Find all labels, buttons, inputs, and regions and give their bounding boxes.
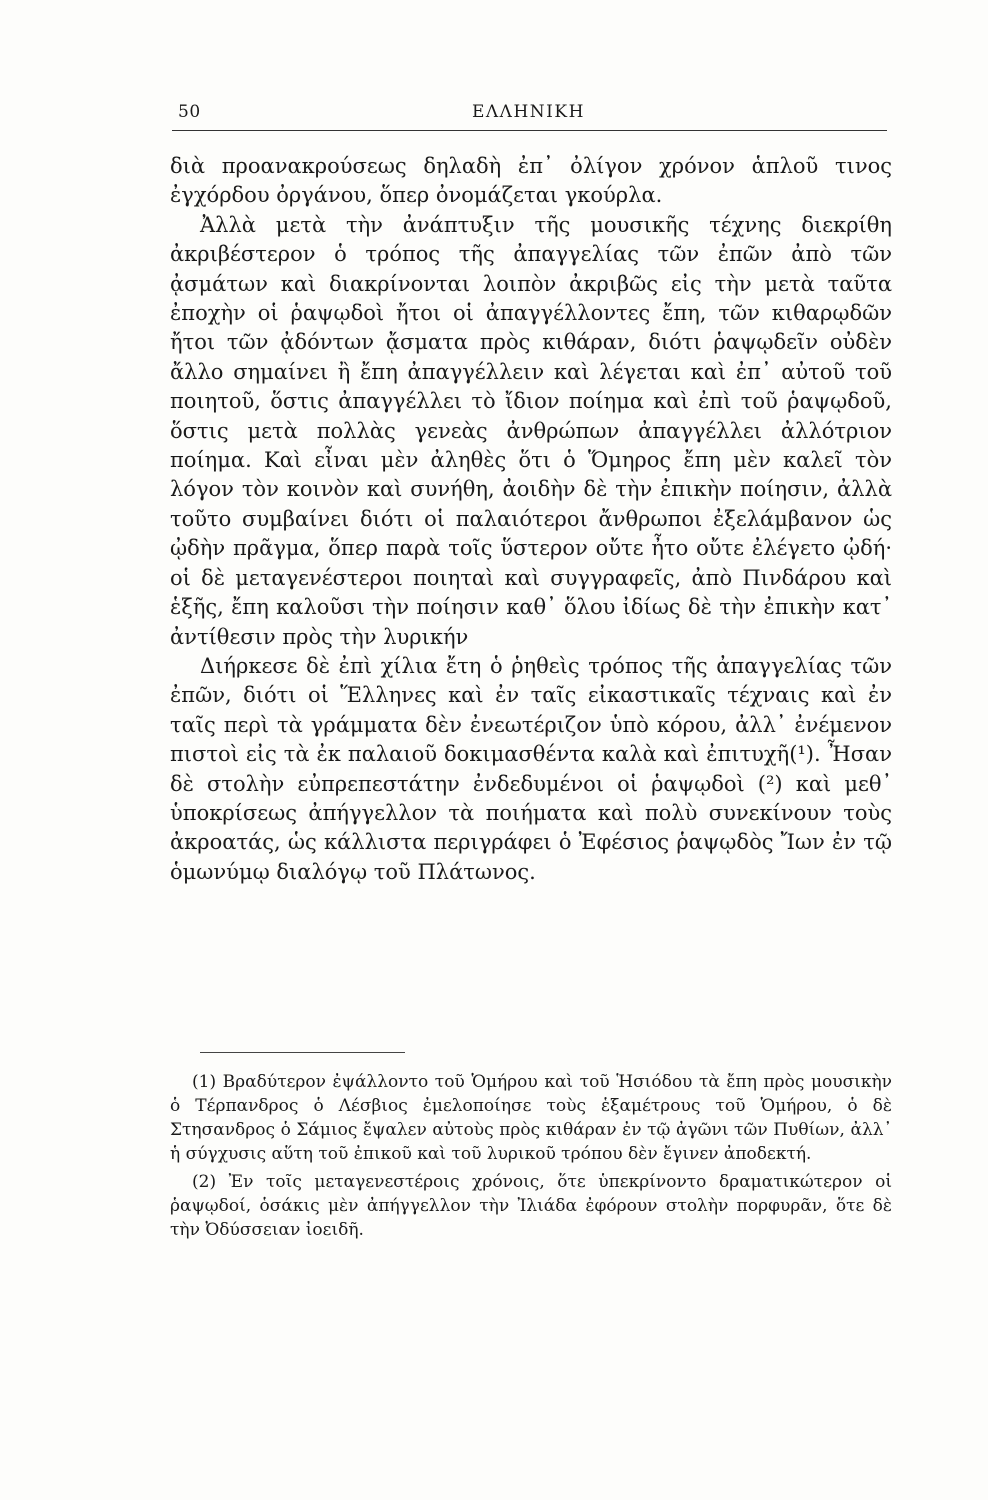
footnote-rule [200,1052,405,1053]
paragraph: Διήρκεσε δὲ ἐπὶ χίλια ἔτη ὁ ῥηθεὶς τρόπος τῆς ἀπαγγελίας τῶν ἐπῶν, διότι οἱ Ἕλληνες καὶ ἐν ταῖς εἰκαστικαῖς τέχναις καὶ ἐν ταῖς περὶ τὰ γράμματα δὲν ἐνεωτέριζον ὑπὸ κόρου, ἀλλ᾽ ἐνέμενον πιστοὶ εἰς τὰ ἐκ παλαιοῦ δοκιμασθέντα καλὰ καὶ ἐπιτυχῆ(¹). Ἦσαν δὲ στολὴν εὐπρεπεστάτην ἐνδεδυμένοι οἱ ῥαψῳδοὶ (²) καὶ μεθ᾽ ὑποκρίσεως ἀπήγγελλον τὰ ποιήματα καὶ πολὺ συνεκίνουν τοὺς ἀκροατάς, ὡς κάλλιστα περιγράφει ὁ Ἐφέσιος ῥαψῳδὸς Ἴων ἐν τῷ ὁμωνύμῳ διαλόγῳ τοῦ Πλάτωνος. [170,653,892,884]
running-title: ΕΛΛΗΝΙΚΗ [472,102,585,122]
page-number: 50 [178,102,201,122]
footnote: (1) Βραδύτερον ἐψάλλοντο τοῦ Ὁμήρου καὶ τοῦ Ἡσιόδου τὰ ἔπη πρὸς μουσικὴν ὁ Τέρπανδρος ὁ Λέσβιος ἐμελοποίησε τοὺς ἑξαμέτρους τοῦ Ὁμήρου, ὁ δὲ Στησανδρος ὁ Σάμιος ἔψαλεν αὐτοὺς πρὸς κιθάραν ἐν τῷ ἀγῶνι τῶν Πυθίων, ἀλλ᾽ ἡ σύγχυσις αὕτη τοῦ ἐπικοῦ καὶ τοῦ λυρικοῦ τρόπου δὲν ἔγινεν ἀποδεκτή. [170,1072,892,1164]
header-rule [172,130,887,131]
footnote: (2) Ἐν τοῖς μεταγενεστέροις χρόνοις, ὅτε ὑπεκρίνοντο δραματικώτερον οἱ ῥαψῳδοί, ὁσάκις μὲν ἀπήγγελλον τὴν Ἰλιάδα ἐφόρουν στολὴν πορφυρᾶν, ὅτε δὲ τὴν Ὀδύσσειαν ἰοειδῆ. [170,1172,892,1240]
footnotes [170,1070,892,1246]
paragraph: Ἀλλὰ μετὰ τὴν ἀνάπτυξιν τῆς μουσικῆς τέχνης διεκρίθη ἀκριβέστερον ὁ τρόπος τῆς ἀπαγγελίας τῶν ἐπῶν ἀπὸ τῶν ᾀσμάτων καὶ διακρίνονται λοιπὸν ἀκριβῶς εἰς τὴν μετὰ ταῦτα ἐποχὴν οἱ ῥαψῳδοὶ ἤτοι οἱ ἀπαγγέλλοντες ἔπη, τῶν κιθαρῳδῶν ἤτοι τῶν ᾀδόντων ᾄσματα πρὸς κιθάραν, διότι ῥαψῳδεῖν οὐδὲν ἄλλο σημαίνει ἢ ἔπη ἀπαγγέλλειν καὶ λέγεται καὶ ἐπ᾽ αὐτοῦ τοῦ ποιητοῦ, ὅστις ἀπαγγέλλει τὸ ἴδιον ποίημα καὶ ἐπὶ τοῦ ῥαψῳδοῦ, ὅστις μετὰ πολλὰς γενεὰς ἀνθρώπων ἀπαγγέλλει ἀλλότριον ποίημα. Καὶ εἶναι μὲν ἀληθὲς ὅτι ὁ Ὅμηρος ἔπη μὲν καλεῖ τὸν λόγον τὸν κοινὸν καὶ συνήθη, ἀοιδὴν δὲ τὴν ἐπικὴν ποίησιν, ἀλλὰ τοῦτο συμβαίνει διότι οἱ παλαιότεροι ἄνθρωποι ἐξελάμβανον ὡς ᾠδὴν πρᾶγμα, ὅπερ παρὰ τοῖς ὕστερον οὔτε ἦτο οὔτε ἐλέγετο ᾠδή· οἱ δὲ μεταγενέστεροι ποιηταὶ καὶ συγγραφεῖς, ἀπὸ Πινδάρου καὶ ἑξῆς, ἔπη καλοῦσι τὴν ποίησιν καθ᾽ ὅλου ἰδίως δὲ τὴν ἐπικὴν κατ᾽ ἀντίθεσιν πρὸς τὴν λυρικήν [170,212,892,649]
body-text [170,152,892,887]
page-header [172,98,892,134]
paragraph: διὰ προανακρούσεως δηλαδὴ ἐπ᾽ ὀλίγον χρόνον ἁπλοῦ τινος ἐγχόρδου ὀργάνου, ὅπερ ὀνομάζεται γκούρλα. [170,154,892,208]
